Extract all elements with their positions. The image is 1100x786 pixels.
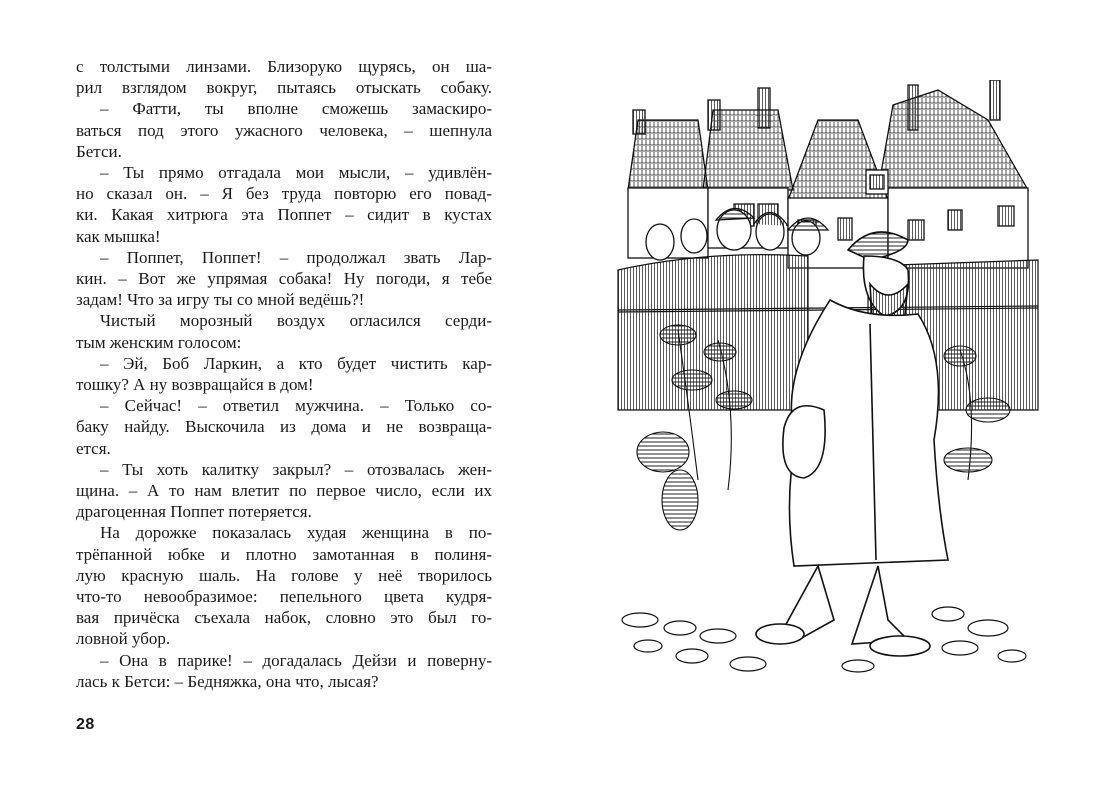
text-line: вая причёска съехала набок, словно это был го-	[76, 608, 492, 628]
text-line: – Поппет, Поппет! – продолжал звать Лар-	[100, 247, 492, 267]
text-line: Чистый морозный воздух огласился серди-	[100, 311, 492, 331]
text-line: рил взглядом вокруг, пытаясь отыскать собаку.	[76, 78, 492, 98]
text-line: кин. – Вот же упрямая собака! Ну погоди, я тебе	[76, 269, 492, 289]
text-line: ловной убор.	[76, 629, 171, 649]
text-line: что-то невообразимое: пепельного цвета кудря-	[76, 587, 492, 607]
text-line: – Фатти, ты вполне сможешь замаскиро-	[100, 99, 492, 119]
text-line: задам! Что за игру ты со мной ведёшь?!	[76, 290, 365, 310]
text-line: Бетси.	[76, 141, 122, 161]
text-line: – Сейчас! – ответил мужчина. – Только со-	[100, 396, 492, 416]
page-number: 28	[76, 716, 95, 733]
text-line: тошку? А ну возвращайся в дом!	[76, 375, 314, 395]
text-line: но сказал он. – Я без труда повторю его повад-	[76, 184, 492, 204]
text-line: лась к Бетси: – Бедняжка, она что, лысая?	[76, 671, 379, 691]
text-line: На дорожке показалась худая женщина в по-	[100, 523, 492, 543]
text-line: ется.	[76, 438, 111, 458]
text-line: – Ты хоть калитку закрыл? – отозвалась жен-	[100, 459, 492, 479]
text-line: как мышка!	[76, 226, 161, 246]
text-line: лую красную шаль. На голове у неё творилось	[76, 565, 492, 585]
text-line: ваться под этого ужасного человека, – шепнула	[76, 120, 492, 140]
text-line: драгоценная Поппет потеряется.	[76, 502, 312, 522]
left-page	[76, 56, 492, 692]
text-line: ки. Какая хитрюга эта Поппет – сидит в кустах	[76, 205, 492, 225]
illustration-drawing	[608, 80, 1046, 676]
text-line: трёпанной юбке и плотно замотанная в полиня-	[76, 544, 492, 564]
text-line: – Эй, Боб Ларкин, а кто будет чистить кар-	[100, 353, 492, 373]
text-line: тым женским голосом:	[76, 332, 242, 352]
body-text	[76, 56, 492, 692]
illustration	[608, 80, 1046, 676]
text-line: – Ты прямо отгадала мои мысли, – удивлён-	[100, 163, 492, 183]
text-line: баку найду. Выскочила из дома и не возвраща-	[76, 417, 492, 437]
text-line: с толстыми линзами. Близоруко щурясь, он ша-	[76, 57, 492, 76]
text-line: – Она в парике! – догадалась Дейзи и поверну-	[100, 650, 492, 670]
text-line: щина. – А то нам влетит по первое число, если их	[76, 481, 492, 501]
